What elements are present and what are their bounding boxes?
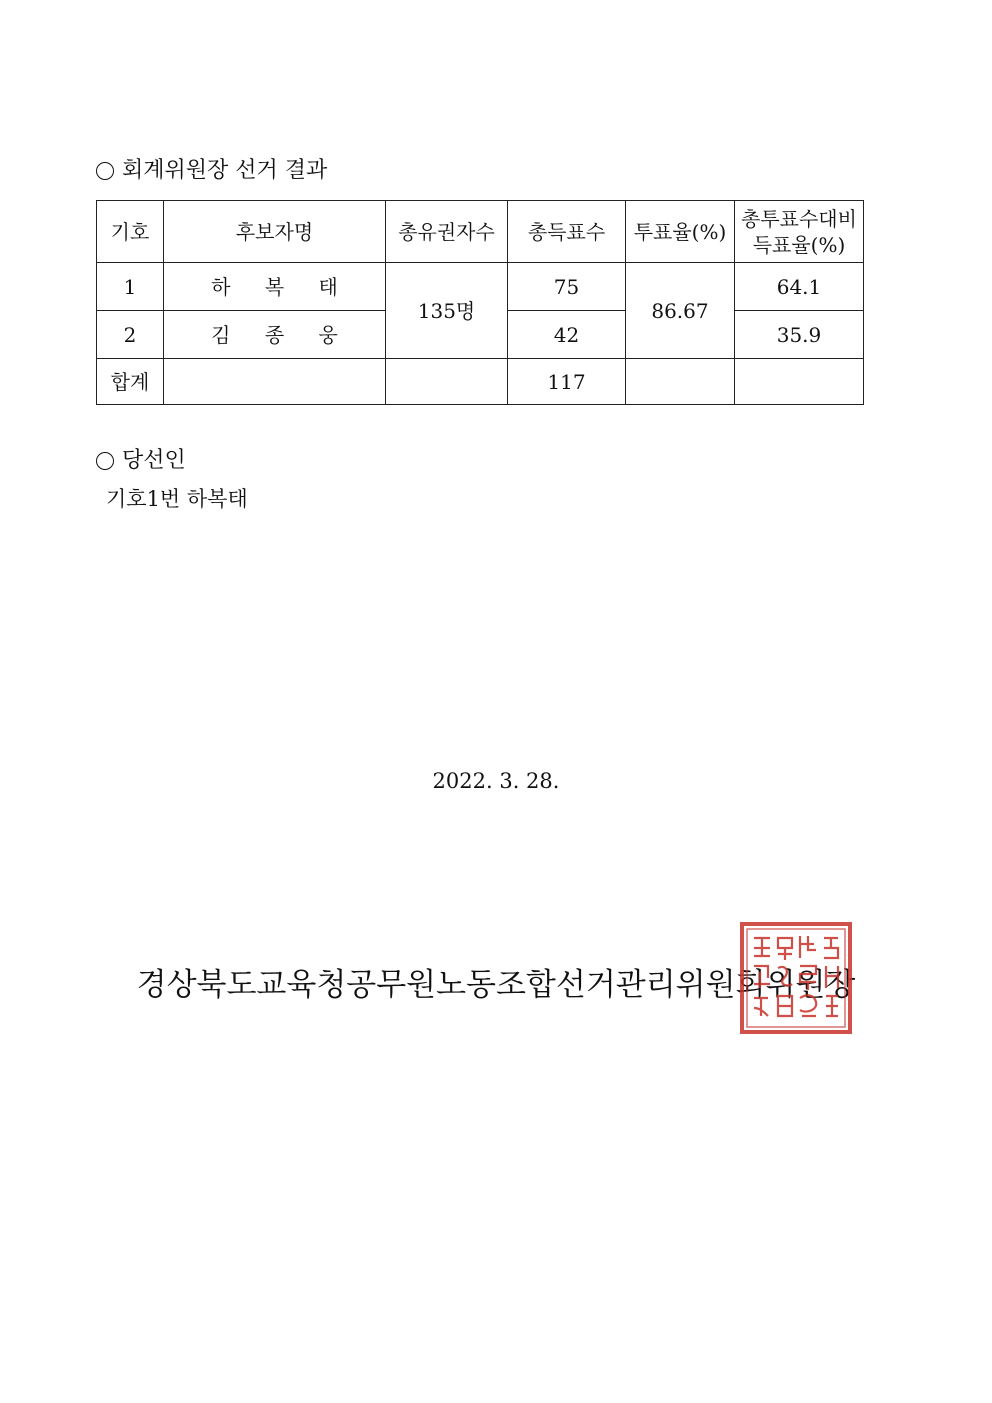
header-vote-share-line2: 득표율(%): [752, 232, 846, 257]
table-row: [97, 263, 864, 311]
signer-title: 경상북도교육청공무원노동조합선거관리위원회위원장: [136, 967, 856, 1003]
official-seal-icon: [740, 922, 852, 1034]
circle-bullet-icon: [96, 162, 114, 180]
cell-vote-share: 35.9: [735, 311, 864, 359]
header-candidate: 후보자명: [164, 201, 386, 263]
winner-heading-text: 당선인: [122, 448, 186, 473]
cell-empty: [386, 359, 508, 405]
cell-empty: [735, 359, 864, 405]
header-total-voters: 총유권자수: [386, 201, 508, 263]
results-heading-text: 회계위원장 선거 결과: [122, 158, 328, 183]
header-vote-share: [735, 201, 864, 263]
cell-total-voters: 135명: [386, 263, 508, 359]
cell-sum-label: 합계: [97, 359, 164, 405]
table-sum-row: [97, 359, 864, 405]
cell-number: 2: [97, 311, 164, 359]
header-turnout: 투표율(%): [626, 201, 735, 263]
cell-votes: 42: [508, 311, 626, 359]
winner-text: 기호1번 하복태: [106, 487, 248, 511]
cell-empty: [164, 359, 386, 405]
table-header-row: [97, 201, 864, 263]
cell-candidate: 김 종 웅: [164, 311, 386, 359]
cell-vote-share: 64.1: [735, 263, 864, 311]
section-heading-winner: [96, 446, 186, 476]
cell-turnout: 86.67: [626, 263, 735, 359]
results-table: [96, 200, 864, 405]
seal-glyphs: [754, 936, 838, 1016]
header-number: 기호: [97, 201, 164, 263]
cell-candidate: 하 복 태: [164, 263, 386, 311]
section-heading-results: [96, 156, 327, 186]
document-date: 2022. 3. 28.: [432, 769, 560, 793]
cell-sum-votes: 117: [508, 359, 626, 405]
header-votes: 총득표수: [508, 201, 626, 263]
cell-number: 1: [97, 263, 164, 311]
circle-bullet-icon: [96, 452, 114, 470]
header-vote-share-line1: 총투표수대비: [741, 206, 857, 231]
cell-votes: 75: [508, 263, 626, 311]
cell-empty: [626, 359, 735, 405]
